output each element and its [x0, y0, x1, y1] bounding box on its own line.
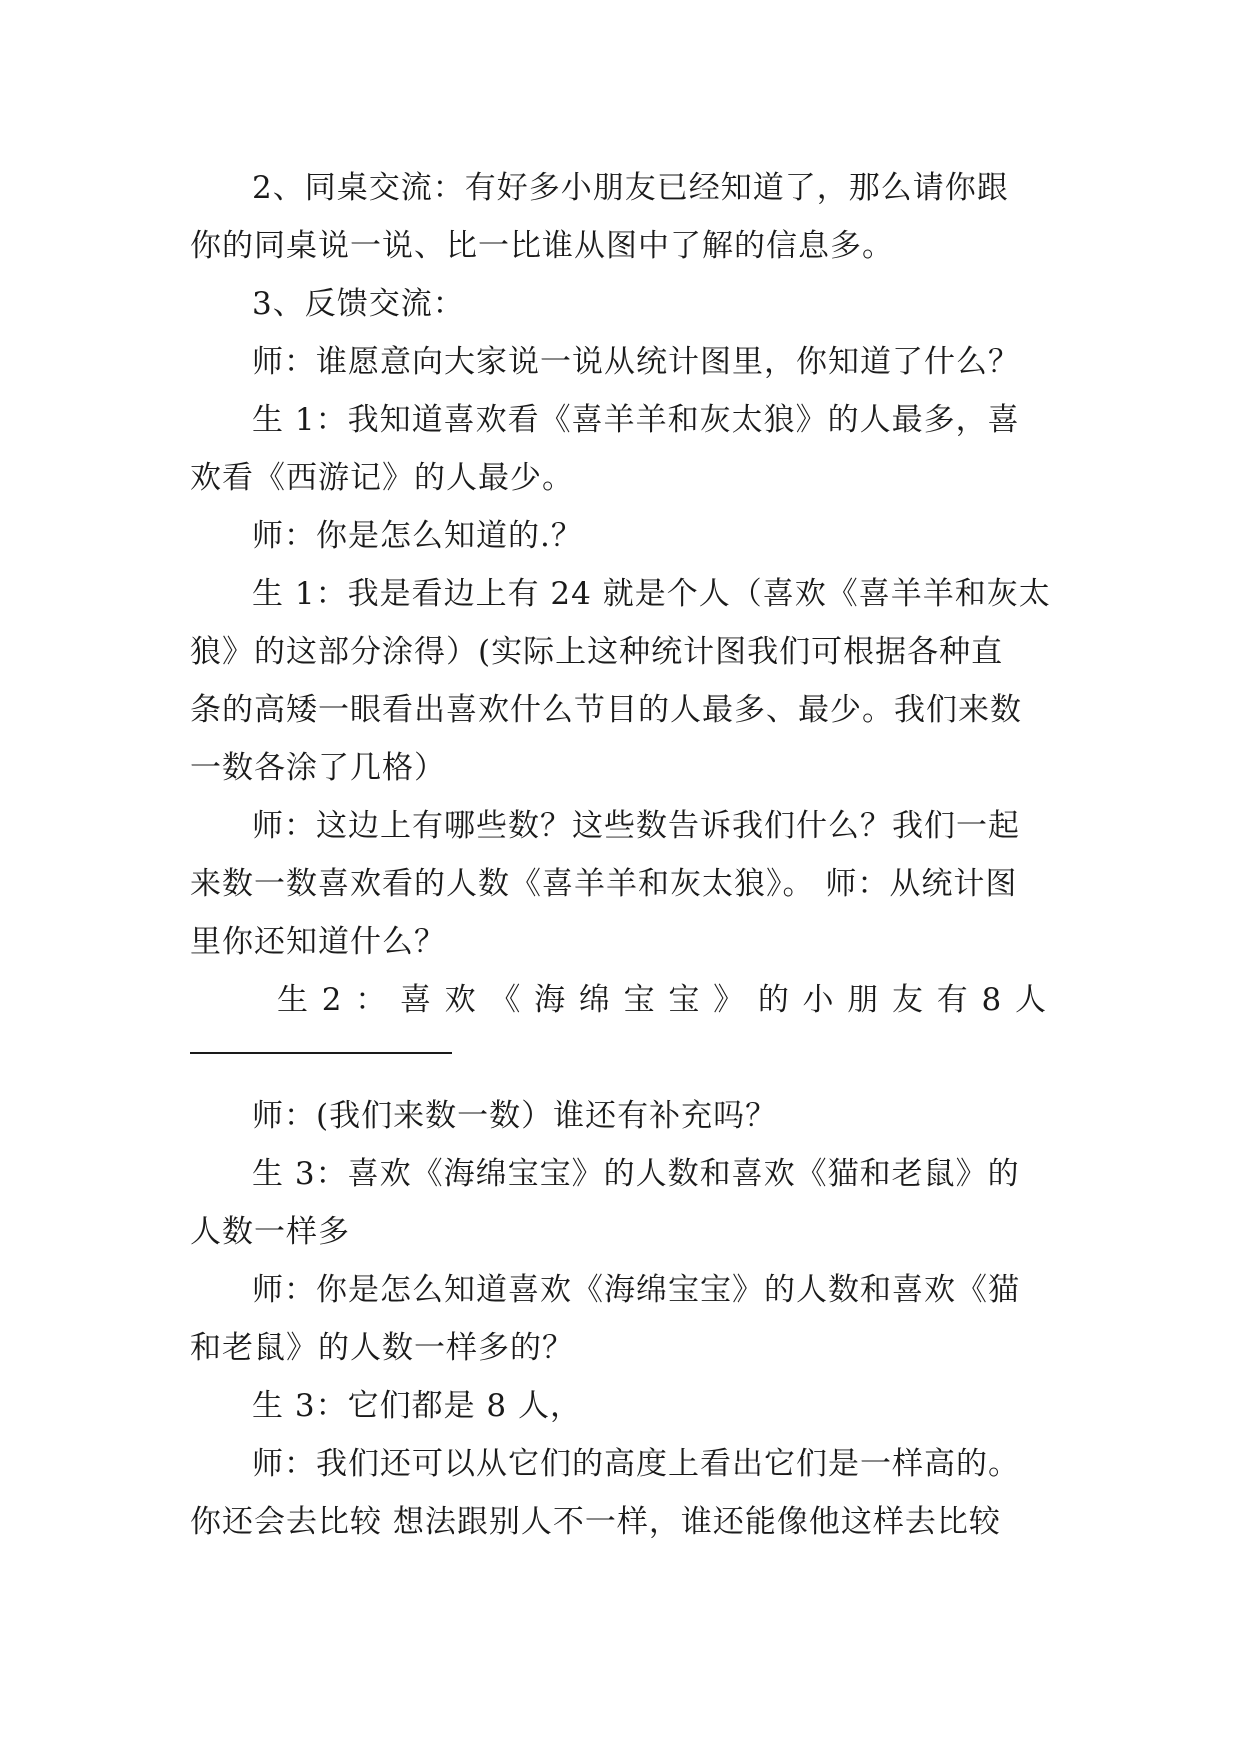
paragraph-line: 一数各涂了几格）	[190, 750, 446, 786]
paragraph-line: 师：你是怎么知道喜欢《海绵宝宝》的人数和喜欢《猫	[252, 1272, 1020, 1308]
spread-char: 小	[802, 982, 835, 1018]
spread-paragraph-line	[277, 980, 1047, 1020]
paragraph-line: 生 3：喜欢《海绵宝宝》的人数和喜欢《猫和老鼠》的	[252, 1156, 1020, 1192]
spread-char: 生	[277, 982, 309, 1018]
paragraph-line: 3、反馈交流：	[252, 286, 465, 322]
paragraph-line: 狼》的这部分涂得）(实际上这种统计图我们可根据各种直	[190, 634, 1004, 670]
paragraph-line: 和老鼠》的人数一样多的？	[190, 1330, 574, 1366]
paragraph-line: 师：这边上有哪些数？这些数告诉我们什么？我们一起	[252, 808, 1020, 844]
paragraph-line: 欢看《西游记》的人最少。	[190, 460, 574, 496]
underline-blank	[190, 1052, 452, 1054]
spread-char: 有	[936, 982, 969, 1018]
paragraph-line: 你的同桌说一说、比一比谁从图中了解的信息多。	[190, 228, 894, 264]
paragraph-line: 条的高矮一眼看出喜欢什么节目的人最多、最少。我们来数	[190, 692, 1022, 728]
spread-char: 8	[981, 982, 1003, 1018]
spread-char: 绵	[578, 982, 611, 1018]
spread-char: 》	[713, 982, 746, 1018]
spread-char: 2	[321, 982, 343, 1018]
paragraph-line: 师：(我们来数一数）谁还有补充吗？	[252, 1098, 778, 1134]
spread-char: 宝	[668, 982, 701, 1018]
spread-char: 欢	[444, 982, 477, 1018]
paragraph-line: 师：你是怎么知道的.？	[252, 518, 583, 554]
paragraph-line: 来数一数喜欢看的人数《喜羊羊和灰太狼》。 师：从统计图	[190, 866, 1018, 902]
spread-char: 海	[534, 982, 567, 1018]
paragraph-line: 生 1：我知道喜欢看《喜羊羊和灰太狼》的人最多，喜	[252, 402, 1020, 438]
paragraph-line: 里你还知道什么？	[190, 924, 446, 960]
spread-char: 宝	[623, 982, 656, 1018]
spread-char: 朋	[847, 982, 880, 1018]
paragraph-line: 人数一样多	[190, 1214, 350, 1250]
paragraph-line: 2、同桌交流：有好多小朋友已经知道了，那么请你跟	[252, 170, 1009, 206]
paragraph-line: 生 3：它们都是 8 人，	[252, 1388, 583, 1424]
spread-char: 《	[489, 982, 522, 1018]
spread-char: 喜	[399, 982, 432, 1018]
spread-char: 友	[892, 982, 925, 1018]
paragraph-line: 生 1：我是看边上有 24 就是个人（喜欢《喜羊羊和灰太	[252, 576, 1051, 612]
spread-char: 人	[1014, 982, 1047, 1018]
spread-char: ：	[355, 982, 388, 1018]
paragraph-line: 师：谁愿意向大家说一说从统计图里，你知道了什么？	[252, 344, 1020, 380]
spread-char: 的	[757, 982, 790, 1018]
paragraph-line: 你还会去比较 想法跟别人不一样，谁还能像他这样去比较	[190, 1504, 1001, 1540]
paragraph-line: 师：我们还可以从它们的高度上看出它们是一样高的。	[252, 1446, 1020, 1482]
